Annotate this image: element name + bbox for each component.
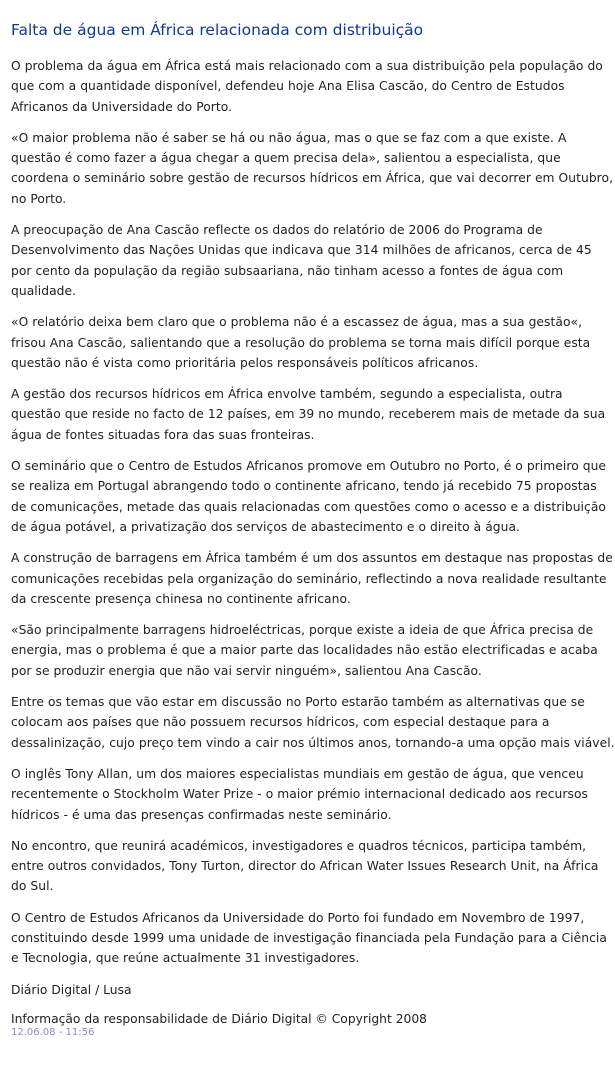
- publish-timestamp: 12.06.08 - 11:56: [11, 1026, 95, 1038]
- article-paragraph: A preocupação de Ana Cascão reflecte os dados do relatório de 2006 do Programa de Desenvolvimento das Nações Unidas que indicava que 314 milhões de africanos, cerca de 45 por cento da população da região subsaariana, não tinham acesso a fontes de água com qualidade.: [11, 223, 592, 298]
- article-paragraph: O seminário que o Centro de Estudos Africanos promove em Outubro no Porto, é o primeiro que se realiza em Portugal abrangendo todo o continente africano, tendo já recebido 75 propostas de comunicações, metade das quais relacionadas com questões como o acesso e a distribuição de água potável, a privatização dos serviços de abastecimento e o direito à água.: [11, 459, 607, 534]
- article-paragraph: A construção de barragens em África também é um dos assuntos em destaque nas propostas de comunicações recebidas pela organização do seminário, reflectindo a nova realidade resultante da crescente presença chinesa no continente africano.: [11, 551, 613, 606]
- article-paragraph: A gestão dos recursos hídricos em África envolve também, segundo a especialista, outra questão que reside no facto de 12 países, em 39 no mundo, receberem mais de metade da sua água de fontes situadas fora das suas fronteiras.: [11, 387, 606, 442]
- article-body: [11, 56, 615, 1039]
- article-paragraph: Entre os temas que vão estar em discussão no Porto estarão também as alternativas que se colocam aos países que não possuem recursos hídricos, com especial destaque para a dessalinização, cujo preço tem vindo a cair nos últimos anos, tornando-a uma opção mais viável.: [11, 695, 615, 750]
- article-paragraph: «O maior problema não é saber se há ou não água, mas o que se faz com a que existe. A questão é como fazer a água chegar a quem precisa dela», salientou a especialista, que coordena o seminário sobre gestão de recursos hídricos em África, que vai decorrer em Outubro, no Porto.: [11, 130, 614, 206]
- article-paragraph: «São principalmente barragens hidroeléctricas, porque existe a ideia de que África precisa de energia, mas o problema é que a maior parte das localidades não estão electrificadas e acaba por se produzir energia que não vai servir ninguém», salientou Ana Cascão.: [11, 623, 598, 678]
- article-paragraph: O problema da água em África está mais relacionado com a sua distribuição pela população do que com a quantidade disponível, defendeu hoje Ana Elisa Cascão, do Centro de Estudos Africanos da Universidade do Porto.: [11, 59, 603, 114]
- article-paragraph: «O relatório deixa bem claro que o problema não é a escassez de água, mas a sua gestão«, frisou Ana Cascão, salientando que a resolução do problema se torna mais difícil porque esta questão não é vista como prioritária pelos responsáveis políticos africanos.: [11, 315, 591, 370]
- article-paragraph: O inglês Tony Allan, um dos maiores especialistas mundiais em gestão de água, que venceu recentemente o Stockholm Water Prize - o maior prémio internacional dedicado aos recursos hídricos - é uma das presenças confirmadas neste seminário.: [11, 766, 588, 822]
- article-paragraph: No encontro, que reunirá académicos, investigadores e quadros técnicos, participa também, entre outros convidados, Tony Turton, director do African Water Issues Research Unit, na África do Sul.: [11, 838, 599, 894]
- article-title: Falta de água em África relacionada com distribuição: [11, 21, 424, 39]
- news-article: [11, 0, 615, 1039]
- copyright-notice: Informação da responsabilidade de Diário Digital © Copyright 2008: [11, 1011, 427, 1026]
- article-paragraph: O Centro de Estudos Africanos da Universidade do Porto foi fundado em Novembro de 1997, constituindo desde 1999 uma unidade de investigação financiada pela Fundação para a Ciência e Tecnologia, que reúne actualmente 31 investigadores.: [11, 910, 607, 966]
- article-source: Diário Digital / Lusa: [11, 982, 132, 997]
